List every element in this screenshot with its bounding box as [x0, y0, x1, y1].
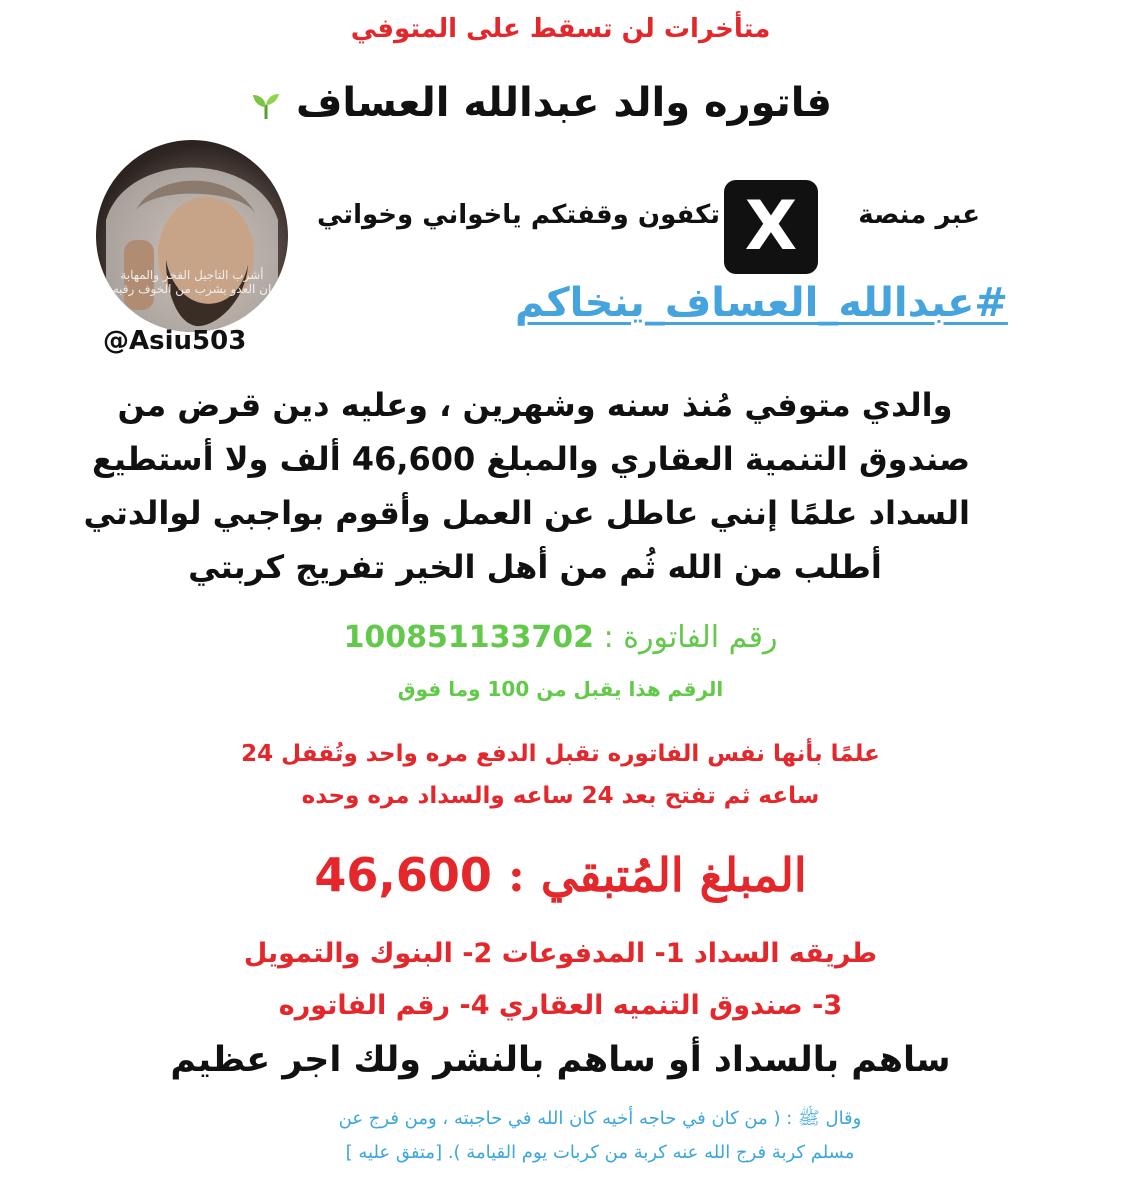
platform-line — [290, 180, 980, 266]
page-title — [250, 80, 832, 126]
x-logo-icon: X — [724, 180, 818, 274]
bill-number — [0, 620, 1121, 655]
bill-label: رقم الفاتورة : — [603, 620, 778, 655]
payment-methods-line-1: طريقه السداد 1- المدفوعات 2- البنوك والتمويل — [243, 938, 878, 969]
hadith-line-1: وقال ﷺ : ( من كان في حاجه أخيه كان الله في حاجبته ، ومن فرج عن — [338, 1108, 862, 1129]
avatar-caption — [96, 268, 288, 296]
remaining-amount — [0, 848, 1121, 902]
remaining-label: المبلغ المُتبقي : — [507, 848, 807, 902]
avatar-caption-line2: ان العدو يشرب من الخوف رقبه — [112, 282, 272, 296]
payment-methods-line-2: 3- صندوق التنميه العقاري 4- رقم الفاتوره — [278, 990, 843, 1021]
bill-number-value: 100851133702 — [343, 620, 595, 655]
story-line-3: السداد علمًا إنني عاطل عن العمل وأقوم بواجبي لوالدتي — [83, 494, 970, 532]
top-notice: متأخرات لن تسقط على المتوفي — [350, 14, 771, 44]
hadith-quote — [220, 1102, 980, 1170]
call-to-action: ساهم بالسداد أو ساهم بالنشر ولك اجر عظيم — [170, 1040, 951, 1080]
payment-note — [0, 733, 1121, 817]
portrait-image — [96, 140, 288, 332]
sprout-icon — [250, 89, 282, 121]
hashtag[interactable]: #عبدالله_العساف_ينخاكم — [515, 280, 1008, 326]
platform-suffix: تكفون وقفتكم ياخواني وخواتي — [317, 200, 720, 230]
hadith-line-2: مسلم كربة فرج الله عنه كربة من كربات يوم القيامة ). [متفق عليه ] — [345, 1142, 855, 1163]
story-line-2: صندوق التنمية العقاري والمبلغ 46,600 ألف ولا أستطيع — [91, 440, 970, 478]
title-text: فاتوره والد عبدالله العساف — [295, 80, 832, 126]
story-line-4: أطلب من الله ثُم من أهل الخير تفريج كربتي — [188, 548, 882, 586]
payment-note-line-2: ساعه ثم تفتح بعد 24 ساعه والسداد مره وحده — [301, 783, 820, 809]
avatar-caption-line1: أشرب التاجيل الفخر والمهابة — [120, 268, 264, 282]
payment-methods — [0, 928, 1121, 1032]
story-line-1: والدي متوفي مُنذ سنه وشهرين ، وعليه دين قرض من — [117, 386, 953, 424]
platform-prefix: عبر منصة — [858, 200, 980, 230]
bill-accepts-note: الرقم هذا يقبل من 100 وما فوق — [397, 677, 724, 701]
avatar — [96, 140, 288, 332]
remaining-value: 46,600 — [314, 848, 492, 902]
profile-handle[interactable]: @Asiu503 — [103, 326, 247, 356]
story-text — [83, 378, 970, 594]
payment-note-line-1: علمًا بأنها نفس الفاتوره تقبل الدفع مره واحد وتُقفل 24 — [241, 741, 880, 767]
